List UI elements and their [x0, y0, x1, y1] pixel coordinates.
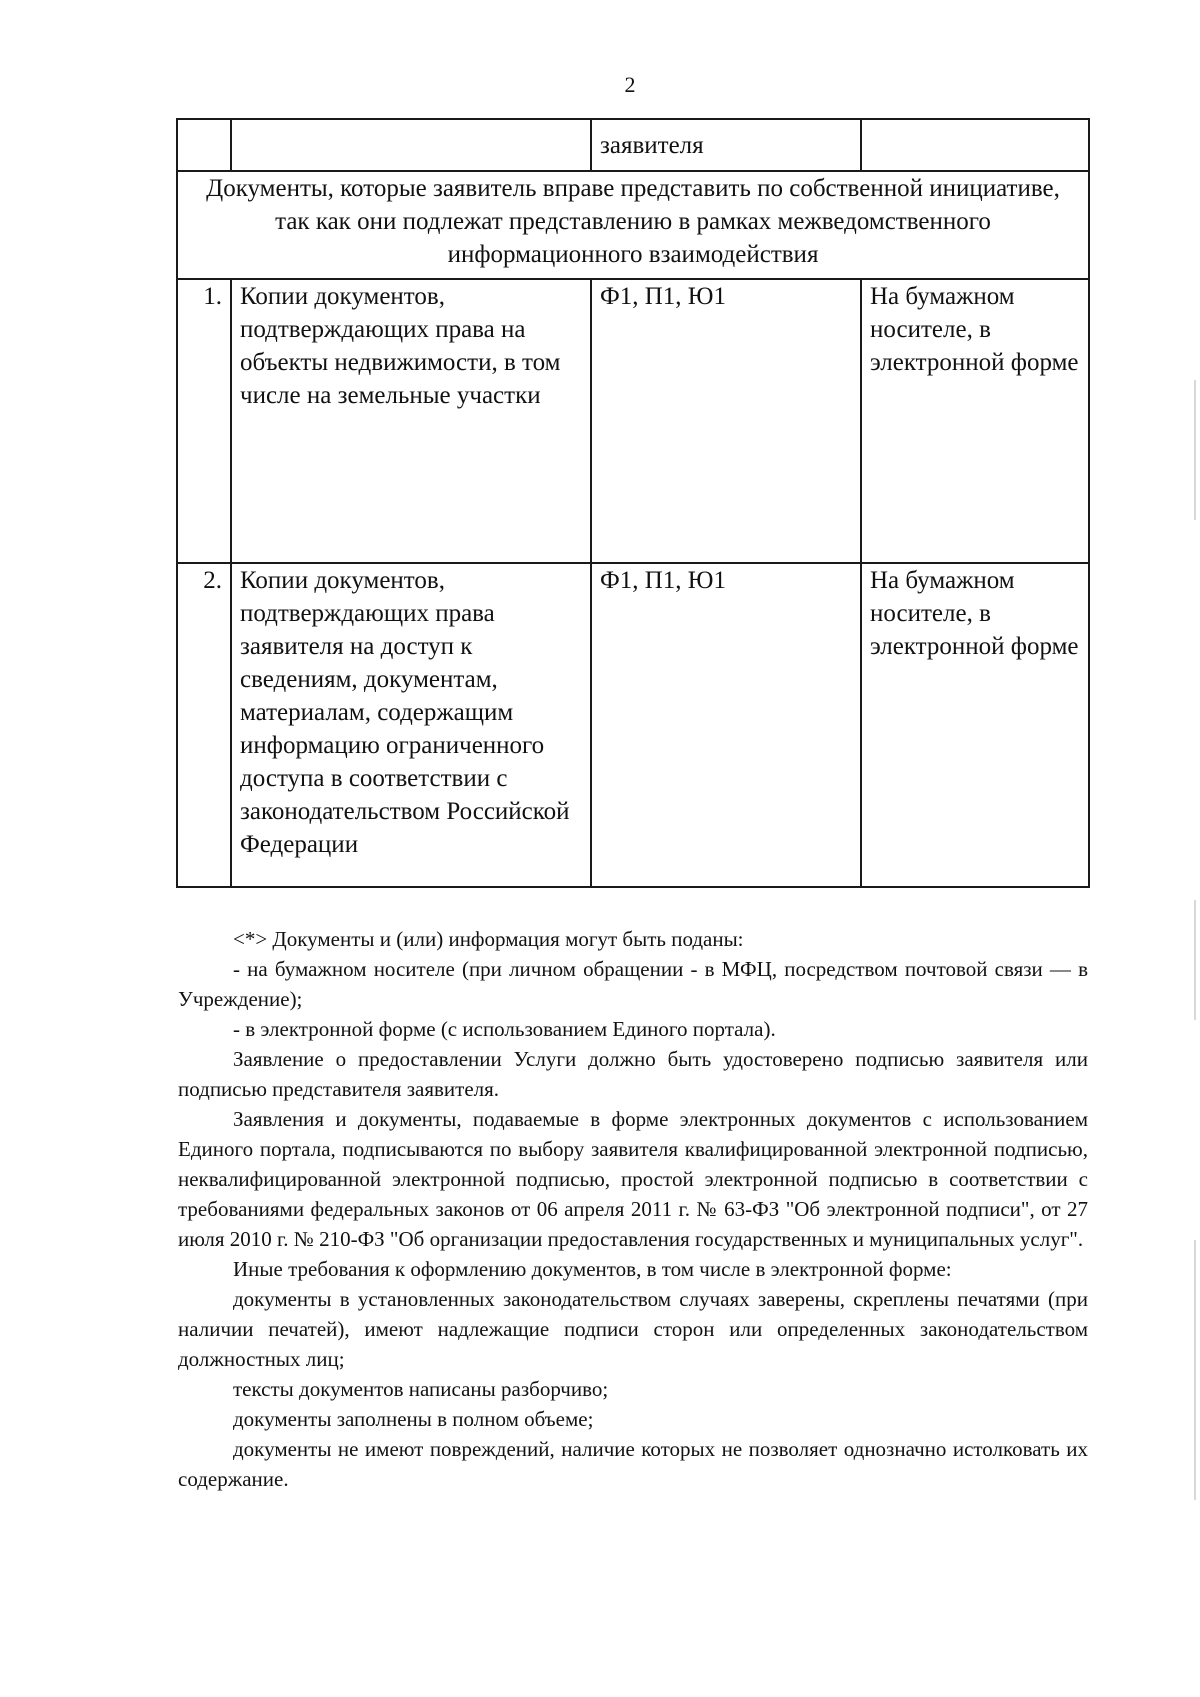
note-paragraph: Заявление о предоставлении Услуги должно быть удостоверено подписью заявителя или подписью представителя заявителя. — [178, 1047, 1088, 1101]
scan-edge-mark — [1194, 900, 1196, 1020]
table-row-continuation — [177, 119, 1089, 171]
note-paragraph: Иные требования к оформлению документов, в том числе в электронной форме: — [233, 1257, 952, 1281]
document-name: Копии документов, подтверждающих права заявителя на доступ к сведениям, документам, материалам, содержащим информацию ограниченного доступа в соответствии с законодательством Российской Федерации — [231, 563, 591, 887]
scan-edge-mark — [1194, 1240, 1196, 1500]
note-paragraph: <*> Документы и (или) информация могут быть поданы: — [233, 927, 744, 951]
row-number: 1. — [177, 279, 231, 563]
note-paragraph: тексты документов написаны разборчиво; — [233, 1377, 609, 1401]
submission-form: На бумажном носителе, в электронной форме — [861, 279, 1089, 563]
table-row — [177, 563, 1089, 887]
notes-section — [178, 924, 1088, 1494]
scan-edge-mark — [1194, 380, 1196, 520]
table-cell-category: заявителя — [591, 119, 861, 171]
documents-table — [176, 118, 1090, 888]
note-paragraph: Заявления и документы, подаваемые в форме электронных документов с использованием Единого портала, подписываются по выбору заявителя квалифицированной электронной подписью, неквалифицированной электронной подписью, простой электронной подписью в соответствии с требованиями федеральных законов от 06 апреля 2011 г. № 63-ФЗ "Об электронной подписи", от 27 июля 2010 г. № 210-ФЗ "Об организации предоставления государственных и муниципальных услуг". — [178, 1107, 1088, 1251]
applicant-category: Ф1, П1, Ю1 — [591, 563, 861, 887]
applicant-category: Ф1, П1, Ю1 — [591, 279, 861, 563]
note-paragraph: документы в установленных законодательством случаях заверены, скреплены печатями (при наличии печатей), имеют надлежащие подписи сторон или определенных законодательством должностных лиц; — [178, 1287, 1088, 1371]
table-cell-number — [177, 119, 231, 171]
note-paragraph: - на бумажном носителе (при личном обращении - в МФЦ, посредством почтовой связи — в Учреждение); — [178, 957, 1088, 1011]
row-number: 2. — [177, 563, 231, 887]
note-paragraph: - в электронной форме (с использованием Единого портала). — [233, 1017, 776, 1041]
table-section-header-row — [177, 171, 1089, 279]
note-paragraph: документы заполнены в полном объеме; — [233, 1407, 594, 1431]
section-header: Документы, которые заявитель вправе представить по собственной инициативе, так как они подлежат представлению в рамках межведомственного информационного взаимодействия — [177, 171, 1089, 279]
table-cell-form — [861, 119, 1089, 171]
page-number: 2 — [624, 72, 636, 97]
document-name: Копии документов, подтверждающих права на объекты недвижимости, в том числе на земельные участки — [231, 279, 591, 563]
table-row — [177, 279, 1089, 563]
submission-form: На бумажном носителе, в электронной форме — [861, 563, 1089, 887]
note-paragraph: документы не имеют повреждений, наличие которых не позволяет однозначно истолковать их содержание. — [178, 1437, 1088, 1491]
table-cell-document — [231, 119, 591, 171]
